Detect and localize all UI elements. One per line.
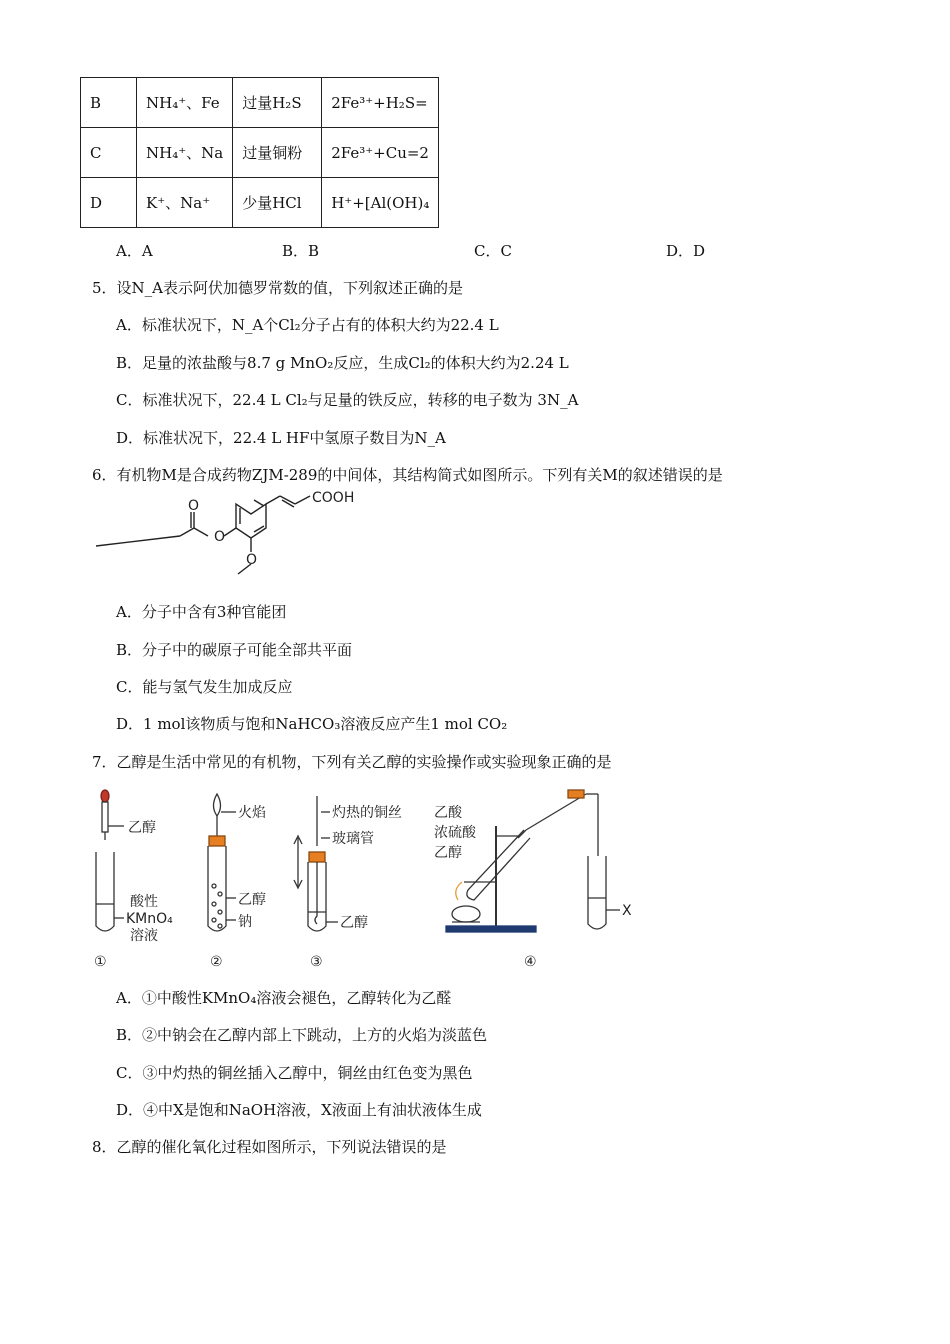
row-label: C (81, 128, 137, 178)
row-reagent: 过量铜粉 (233, 128, 322, 178)
q6-option-a[interactable]: A．分子中含有3种官能团 (116, 603, 287, 621)
label-ethanol-1: 乙醇 (128, 820, 156, 836)
reaction-table (80, 77, 439, 228)
experiment-apparatus-figure (86, 786, 646, 972)
label-acidic: 酸性 (130, 894, 158, 910)
q7-option-b[interactable]: B．②中钠会在乙醇内部上下跳动，上方的火焰为淡蓝色 (116, 1026, 488, 1044)
row-equation: H⁺+[Al(OH)₄ (322, 178, 439, 228)
svg-text:O: O (188, 498, 200, 514)
label-ethanol-4: 乙醇 (434, 845, 462, 861)
label-acetic-acid: 乙酸 (434, 805, 462, 821)
cooh-label: COOH (312, 490, 355, 506)
svg-text:O: O (214, 529, 226, 545)
q5-option-a[interactable]: A．标准状况下，N_A个Cl₂分子占有的体积大约为22.4 L (116, 316, 499, 334)
label-hot-copper: 灼热的铜丝 (332, 805, 402, 821)
q7-stem: 7．乙醇是生活中常见的有机物，下列有关乙醇的实验操作或实验现象正确的是 (92, 753, 612, 771)
structure-formula-figure (90, 486, 355, 586)
row-ions: K⁺、Na⁺ (137, 178, 233, 228)
label-flame: 火焰 (238, 805, 266, 821)
label-sulfuric-acid: 浓硫酸 (434, 825, 476, 841)
label-ethanol-3: 乙醇 (340, 915, 368, 931)
label-glass-tube: 玻璃管 (332, 831, 374, 847)
row-ions: NH₄⁺、Fe (137, 78, 233, 128)
table-row (81, 78, 439, 128)
q5-stem: 5．设N_A表示阿伏加德罗常数的值，下列叙述正确的是 (92, 279, 464, 297)
q6-option-c[interactable]: C．能与氢气发生加成反应 (116, 678, 293, 696)
label-n3: ③ (310, 954, 323, 970)
q5-option-d[interactable]: D．标准状况下，22.4 L HF中氢原子数目为N_A (116, 429, 446, 447)
row-equation: 2Fe³⁺+Cu=2 (322, 128, 439, 178)
label-sodium: 钠 (238, 914, 252, 930)
row-reagent: 少量HCl (233, 178, 322, 228)
q7-option-c[interactable]: C．③中灼热的铜丝插入乙醇中，铜丝由红色变为黑色 (116, 1064, 473, 1082)
label-solution: 溶液 (130, 928, 158, 944)
label-ethanol-2: 乙醇 (238, 892, 266, 908)
table-row (81, 178, 439, 228)
q4-option-d[interactable]: D．D (666, 242, 706, 260)
q6-option-d[interactable]: D．1 mol该物质与饱和NaHCO₃溶液反应产生1 mol CO₂ (116, 715, 508, 733)
label-n2: ② (210, 954, 223, 970)
label-kmno4: KMnO₄ (126, 911, 173, 927)
q5-option-b[interactable]: B．足量的浓盐酸与8.7 g MnO₂反应，生成Cl₂的体积大约为2.24 L (116, 354, 569, 372)
label-n4: ④ (524, 954, 537, 970)
q5-option-c[interactable]: C．标准状况下，22.4 L Cl₂与足量的铁反应，转移的电子数为 3N_A (116, 391, 579, 409)
q6-stem: 6．有机物M是合成药物ZJM-289的中间体，其结构简式如图所示。下列有关M的叙述错误的是 (92, 466, 723, 484)
row-label: D (81, 178, 137, 228)
q7-option-a[interactable]: A．①中酸性KMnO₄溶液会褪色，乙醇转化为乙醛 (116, 989, 452, 1007)
label-x: X (622, 903, 632, 919)
q4-option-b[interactable]: B．B (282, 242, 320, 260)
q6-option-b[interactable]: B．分子中的碳原子可能全部共平面 (116, 641, 353, 659)
q4-option-a[interactable]: A．A (116, 242, 153, 260)
row-equation: 2Fe³⁺+H₂S= (322, 78, 439, 128)
table-row (81, 128, 439, 178)
q4-option-c[interactable]: C．C (474, 242, 512, 260)
row-ions: NH₄⁺、Na (137, 128, 233, 178)
label-n1: ① (94, 954, 107, 970)
row-label: B (81, 78, 137, 128)
q7-option-d[interactable]: D．④中X是饱和NaOH溶液，X液面上有油状液体生成 (116, 1101, 482, 1119)
row-reagent: 过量H₂S (233, 78, 322, 128)
q8-stem: 8．乙醇的催化氧化过程如图所示，下列说法错误的是 (92, 1138, 447, 1156)
svg-text:O: O (246, 552, 258, 568)
